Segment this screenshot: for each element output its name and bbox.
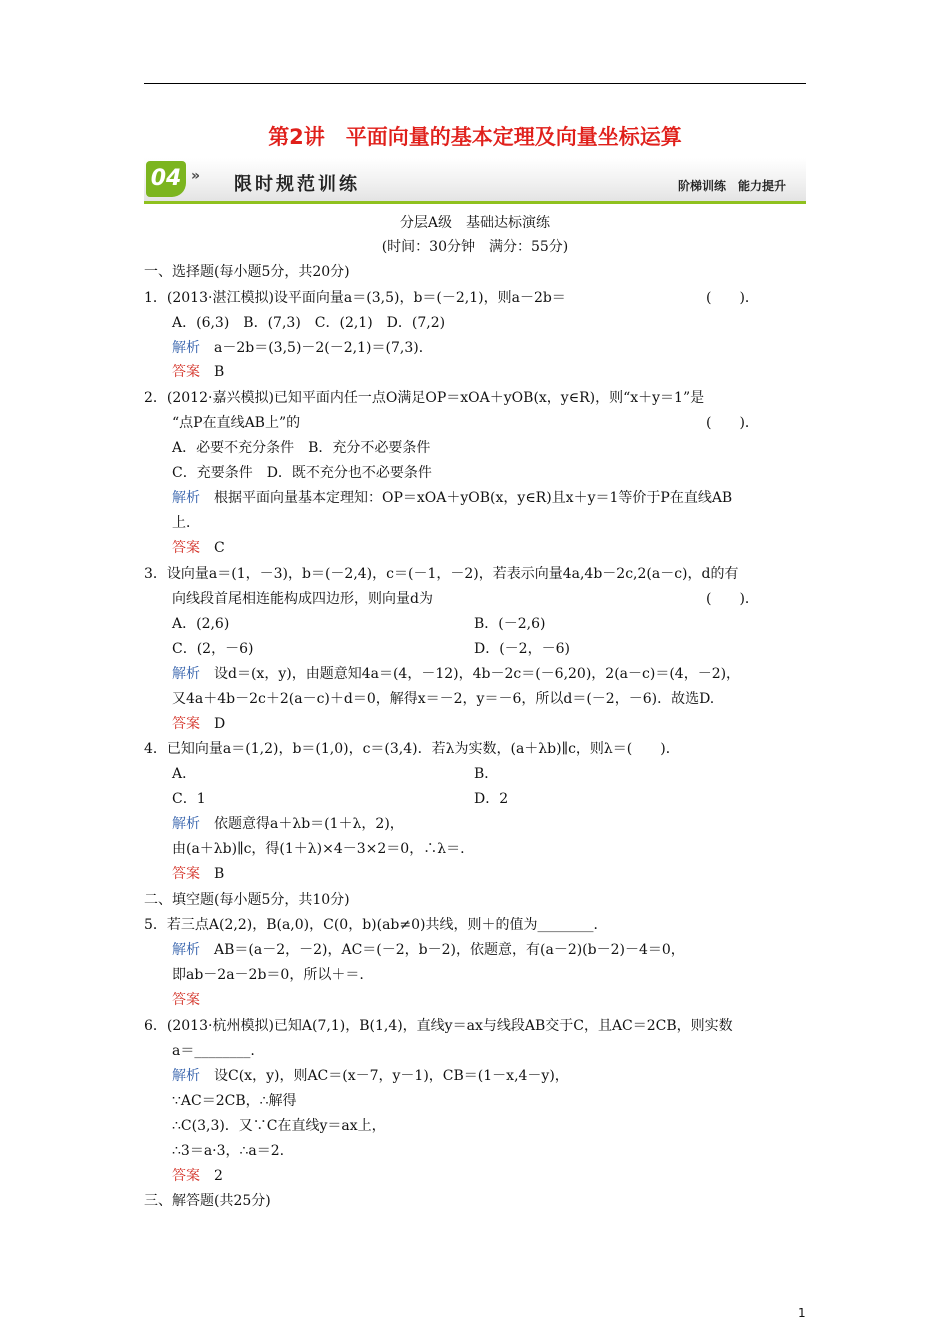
line-text: ∴3＝a·3，∴a＝2.: [172, 1143, 285, 1159]
line-text: A．: [172, 766, 197, 782]
text-line: [144, 1017, 733, 1035]
text-line: [172, 991, 200, 1009]
text-line: [144, 389, 704, 407]
line-text: A．(6,3) B．(7,3) C．(2,1) D．(7,2): [172, 315, 446, 331]
text-line: [172, 690, 714, 708]
line-text: 即ab－2a－2b＝0，所以＋＝.: [172, 967, 364, 983]
option-right-column: D．2: [474, 791, 509, 807]
answer-bracket: ( )．: [706, 591, 759, 607]
text-line: [172, 765, 196, 783]
text-line: [172, 640, 253, 658]
analysis-label: 解析: [172, 490, 200, 506]
text-line: [172, 1167, 223, 1185]
banner-arrow-icon: »: [191, 168, 201, 184]
line-text: 一、选择题(每小题5分，共20分): [144, 264, 350, 280]
text-line: [172, 539, 225, 557]
text-line: [172, 1092, 297, 1110]
text-line: [144, 891, 350, 909]
page-number: 1: [798, 1306, 806, 1320]
text-line: [172, 414, 300, 432]
line-text: “点P在直线AB上”的: [172, 415, 301, 431]
analysis-label: 解析: [172, 942, 200, 958]
line-text: 上．: [172, 515, 200, 531]
text-line: [172, 715, 225, 733]
text-line: [172, 966, 364, 984]
text-line: [144, 289, 566, 307]
page-title: 第2讲 平面向量的基本定理及向量坐标运算: [268, 125, 682, 149]
option-right-column: B．: [474, 766, 499, 782]
banner-tagline: 阶梯训练 能力提升: [677, 179, 786, 193]
line-text: C．1: [172, 791, 206, 807]
line-text: a－2b＝(3,5)－2(－2,1)＝(7,3)．: [200, 340, 433, 356]
text-line: [172, 941, 685, 959]
analysis-label: 解析: [172, 816, 200, 832]
text-line: [172, 790, 206, 808]
answer-label: 答案: [172, 364, 200, 380]
answer-label: 答案: [172, 716, 200, 732]
text-line: [144, 1192, 271, 1210]
line-text: D: [200, 716, 226, 732]
line-text: 3．设向量a＝(1，－3)，b＝(－2,4)，c＝(－1，－2)，若表示向量4a,4b－2c,2(a－c)，d的有: [144, 566, 739, 582]
text-line: [144, 916, 608, 934]
text-line: [172, 665, 740, 683]
text-line: [172, 1142, 284, 1160]
line-text: a＝________.: [172, 1043, 255, 1059]
line-text: ∵AC＝2CB，∴解得: [172, 1093, 297, 1109]
text-line: [172, 815, 404, 833]
text-line: [172, 439, 430, 457]
answer-bracket: ( )．: [706, 415, 759, 431]
line-text: 又4a＋4b－2c＋2(a－c)＋d＝0，解得x＝－2，y＝－6，所以d＝(－2，－6)．故选D.: [172, 691, 715, 707]
line-text: 2: [200, 1168, 223, 1184]
line-text: 根据平面向量基本定理知：OP＝xOA＋yOB(x，y∈R)且x＋y＝1等价于P在直线AB: [200, 490, 733, 506]
line-text: 由(a＋λb)∥c，得(1＋λ)×4－3×2＝0，∴λ＝.: [172, 841, 465, 857]
text-line: [172, 865, 224, 883]
option-right-column: D．(－2，－6): [474, 641, 570, 657]
line-text: 向线段首尾相连能构成四边形，则向量d为: [172, 591, 433, 607]
text-line: [172, 1067, 569, 1085]
text-line: [172, 1117, 386, 1135]
line-text: 6．(2013·杭州模拟)已知A(7,1)，B(1,4)，直线y＝ax与线段AB交于C，且AC＝2CB，则实数: [144, 1018, 733, 1034]
text-line: [172, 1042, 255, 1060]
text-line: [144, 740, 680, 758]
answer-label: 答案: [172, 540, 200, 556]
text-line: [144, 565, 738, 583]
banner-underline: [144, 201, 806, 204]
text-line: [172, 489, 732, 507]
level-heading: 分层A级 基础达标演练: [399, 215, 551, 231]
line-text: 二、填空题(每小题5分，共10分): [144, 892, 350, 908]
line-text: C．充要条件 D．既不充分也不必要条件: [172, 465, 432, 481]
answer-label: 答案: [172, 866, 200, 882]
text-line: [172, 339, 433, 357]
time-score-note: (时间：30分钟 满分：55分): [381, 239, 569, 255]
banner-number-badge: 04: [146, 161, 186, 197]
analysis-label: 解析: [172, 666, 200, 682]
text-line: [172, 314, 445, 332]
line-text: B: [200, 866, 225, 882]
line-text: ∴C(3,3)．又∵C在直线y＝ax上，: [172, 1118, 386, 1134]
text-line: [172, 590, 433, 608]
answer-label: 答案: [172, 992, 200, 1008]
line-text: A．(2,6): [172, 616, 230, 632]
text-line: [172, 363, 224, 381]
text-line: [172, 514, 200, 532]
text-line: [172, 840, 465, 858]
line-text: A．必要不充分条件 B．充分不必要条件: [172, 440, 431, 456]
line-text: B: [200, 364, 225, 380]
text-line: [144, 263, 350, 281]
line-text: 三、解答题(共25分): [144, 1193, 271, 1209]
line-text: C: [200, 540, 225, 556]
answer-bracket: ( )．: [706, 290, 759, 306]
line-text: AB＝(a－2，－2)，AC＝(－2，b－2)，依题意，有(a－2)(b－2)－4＝0，: [200, 942, 685, 958]
banner-label: 限时规范训练: [234, 174, 360, 195]
line-text: 设d＝(x，y)，由题意知4a＝(4，－12)，4b－2c＝(－6,20)，2(a－c)＝(4，－2)，: [200, 666, 741, 682]
answer-label: 答案: [172, 1168, 200, 1184]
analysis-label: 解析: [172, 1068, 200, 1084]
line-text: C．(2，－6): [172, 641, 254, 657]
section-banner: [144, 158, 806, 204]
line-text: 依题意得a＋λb＝(1＋λ，2)，: [200, 816, 404, 832]
text-line: [172, 615, 229, 633]
line-text: 5．若三点A(2,2)，B(a,0)，C(0，b)(ab≠0)共线，则＋的值为________．: [144, 917, 608, 933]
analysis-label: 解析: [172, 340, 200, 356]
line-text: 设C(x，y)，则AC＝(x－7，y－1)，CB＝(1－x,4－y)，: [200, 1068, 569, 1084]
text-line: [172, 464, 432, 482]
line-text: 4．已知向量a＝(1,2)，b＝(1,0)，c＝(3,4)．若λ为实数，(a＋λb)∥c，则λ＝( )．: [144, 741, 680, 757]
line-text: 2．(2012·嘉兴模拟)已知平面内任一点O满足OP＝xOA＋yOB(x，y∈R)，则“x＋y＝1”是: [144, 390, 705, 406]
option-right-column: B．(－2,6): [474, 616, 546, 632]
header-rule: [144, 83, 806, 84]
line-text: 1．(2013·湛江模拟)设平面向量a＝(3,5)，b＝(－2,1)，则a－2b＝: [144, 290, 566, 306]
